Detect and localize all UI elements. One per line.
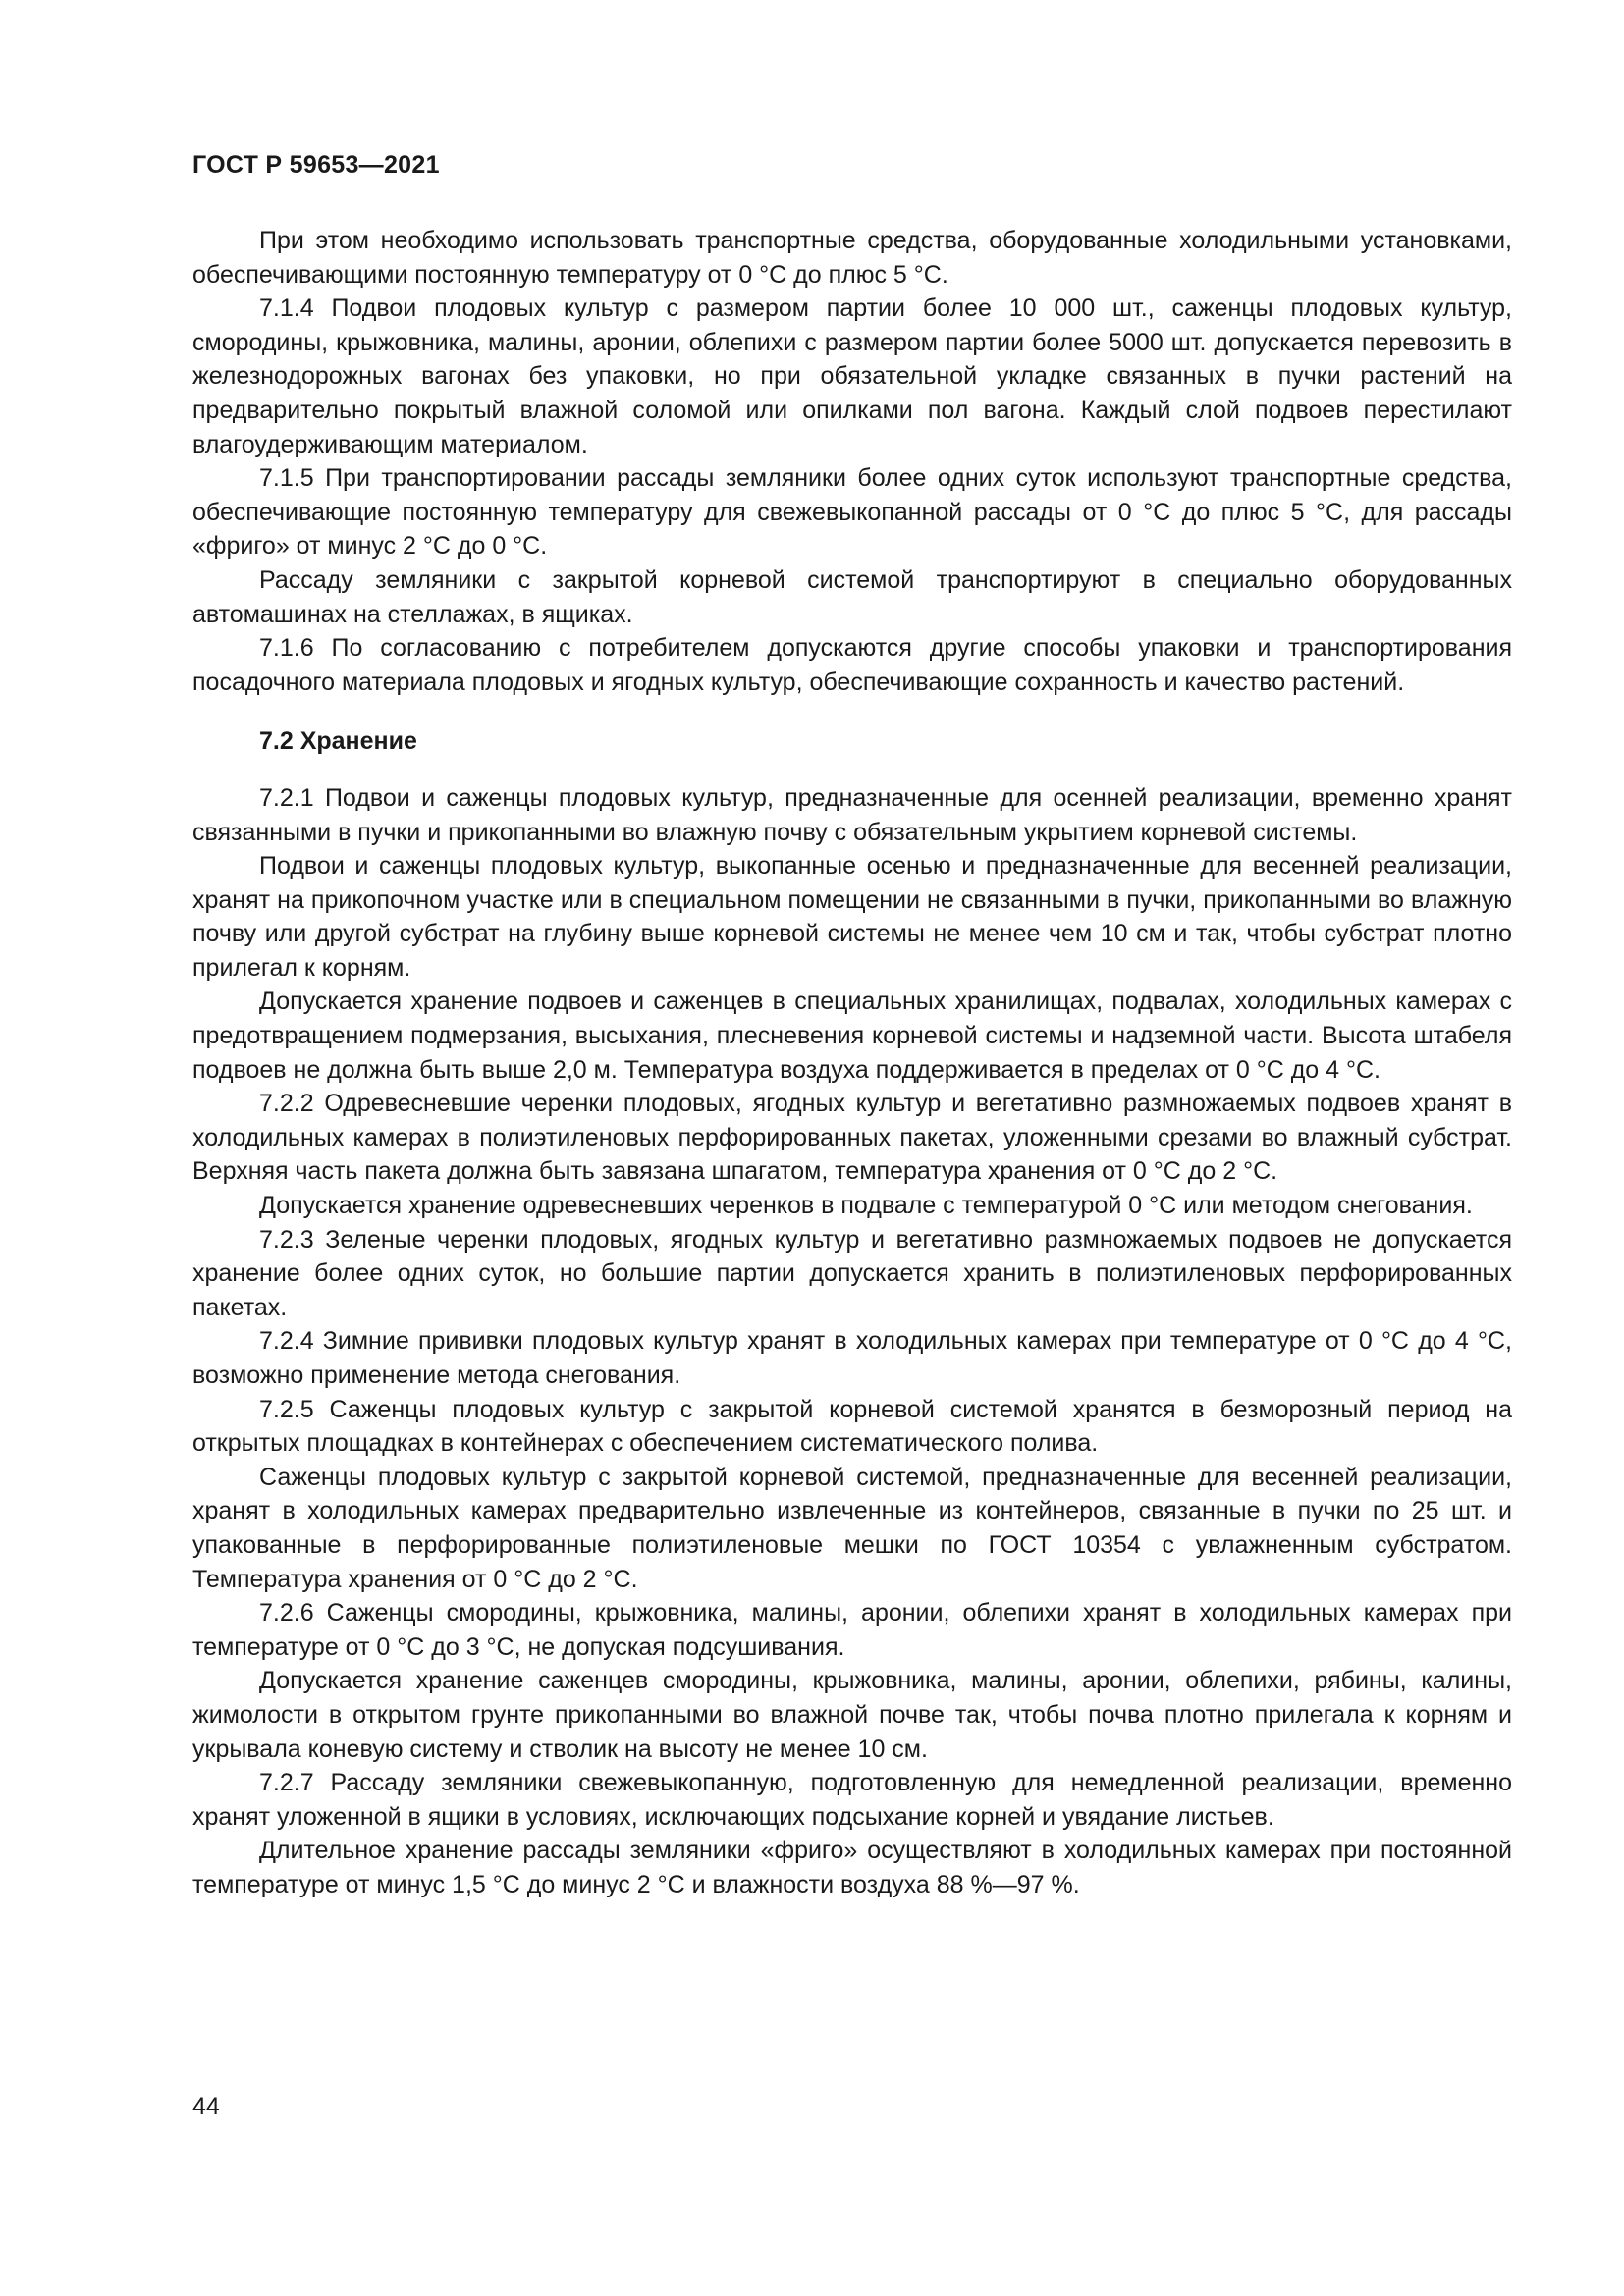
document-code-header: ГОСТ Р 59653—2021 [192,151,440,179]
paragraph: При этом необходимо использовать транспортные средства, оборудованные холодильными установками, обеспечивающими постоянную температуру от 0 °С до плюс 5 °С. [192,227,1512,289]
paragraph-7-2-2: 7.2.2 Одревесневшие черенки плодовых, ягодных культур и вегетативно размножаемых подвоев хранят в холодильных камерах в полиэтиленовых перфорированных пакетах, уложенными срезами во влажный субстрат. Верхняя часть пакета должна быть завязана шпагатом, температура хранения от 0 °С до 2 °С. [192,1090,1512,1186]
paragraph: Допускается хранение подвоев и саженцев в специальных хранилищах, подвалах, холодильных камерах с предотвращением подмерзания, высыхания, плесневения корневой системы и надземной части. Высота штабеля подвоев не должна быть выше 2,0 м. Температура воздуха поддерживается в пределах от 0 °С до 4 °С. [192,988,1512,1084]
paragraph-7-2-7: 7.2.7 Рассаду земляники свежевыкопанную, подготовленную для немедленной реализации, временно хранят уложенной в ящики в условиях, исключающих подсыхание корней и увядание листьев. [192,1769,1512,1831]
document-body [192,224,1512,1902]
paragraph-7-2-6: 7.2.6 Саженцы смородины, крыжовника, малины, аронии, облепихи хранят в холодильных камерах при температуре от 0 °С до 3 °С, не допуская подсушивания. [192,1599,1512,1661]
paragraph-7-2-1: 7.2.1 Подвои и саженцы плодовых культур, предназначенные для осенней реализации, временно хранят связанными в пучки и прикопанными во влажную почву с обязательным укрытием корневой системы. [192,783,1512,846]
paragraph-7-1-5: 7.1.5 При транспортировании рассады земляники более одних суток используют транспортные средства, обеспечивающие постоянную температуру для свежевыкопанной рассады от 0 °С до плюс 5 °С, для рассады «фриго» от минус 2 °С до 0 °С. [192,464,1512,561]
paragraph: Допускается хранение саженцев смородины, крыжовника, малины, аронии, облепихи, рябины, калины, жимолости в открытом грунте прикопанными во влажной почве так, чтобы почва плотно прилегала к корням и укрывала коневую систему и стволик на высоту не менее 10 см. [192,1667,1512,1763]
paragraph-7-1-4: 7.1.4 Подвои плодовых культур с размером партии более 10 000 шт., саженцы плодовых культур, смородины, крыжовника, малины, аронии, облепихи с размером партии более 5000 шт. допускается перевозить в железнодорожных вагонах без упаковки, но при обязательной укладке связанных в пучки растений на предварительно покрытый влажной соломой или опилками пол вагона. Каждый слой подвоев перестилают влагоудерживающим материалом. [192,294,1512,458]
paragraph-7-2-5: 7.2.5 Саженцы плодовых культур с закрытой корневой системой хранятся в безморозный период на открытых площадках в контейнерах с обеспечением систематического полива. [192,1395,1512,1458]
paragraph: Длительное хранение рассады земляники «фриго» осуществляют в холодильных камерах при постоянной температуре от минус 1,5 °С до минус 2 °С и влажности воздуха 88 %—97 %. [192,1837,1512,1898]
paragraph: Саженцы плодовых культур с закрытой корневой системой, предназначенные для весенней реализации, хранят в холодильных камерах предварительно извлеченные из контейнеров, связанные в пучки по 25 шт. и упакованные в перфорированные полиэтиленовые мешки по ГОСТ 10354 с увлажненным субстратом. Температура хранения от 0 °С до 2 °С. [192,1463,1512,1593]
paragraph: Допускается хранение одревесневших черенков в подвале с температурой 0 °С или методом снегования. [259,1192,1473,1220]
paragraph: Подвои и саженцы плодовых культур, выкопанные осенью и предназначенные для весенней реализации, хранят на прикопочном участке или в специальном помещении не связанными в пучки, прикопанными во влажную почву или другой субстрат на глубину выше корневой системы не менее чем 10 см и так, чтобы субстрат плотно прилегал к корням. [192,852,1512,982]
paragraph: Рассаду земляники с закрытой корневой системой транспортируют в специально оборудованных автомашинах на стеллажах, в ящиках. [192,565,1512,628]
page-number: 44 [192,2093,220,2120]
paragraph-7-2-3: 7.2.3 Зеленые черенки плодовых, ягодных культур и вегетативно размножаемых подвоев не допускается хранение более одних суток, но большие партии допускается хранить в полиэтиленовых перфорированных пакетах. [192,1225,1512,1321]
section-heading-7-2: 7.2 Хранение [259,727,417,756]
paragraph-7-1-6: 7.1.6 По согласованию с потребителем допускаются другие способы упаковки и транспортирования посадочного материала плодовых и ягодных культур, обеспечивающие сохранность и качество растений. [192,634,1512,696]
paragraph-7-2-4: 7.2.4 Зимние прививки плодовых культур хранят в холодильных камерах при температуре от 0 °С до 4 °С, возможно применение метода снегования. [192,1327,1512,1389]
